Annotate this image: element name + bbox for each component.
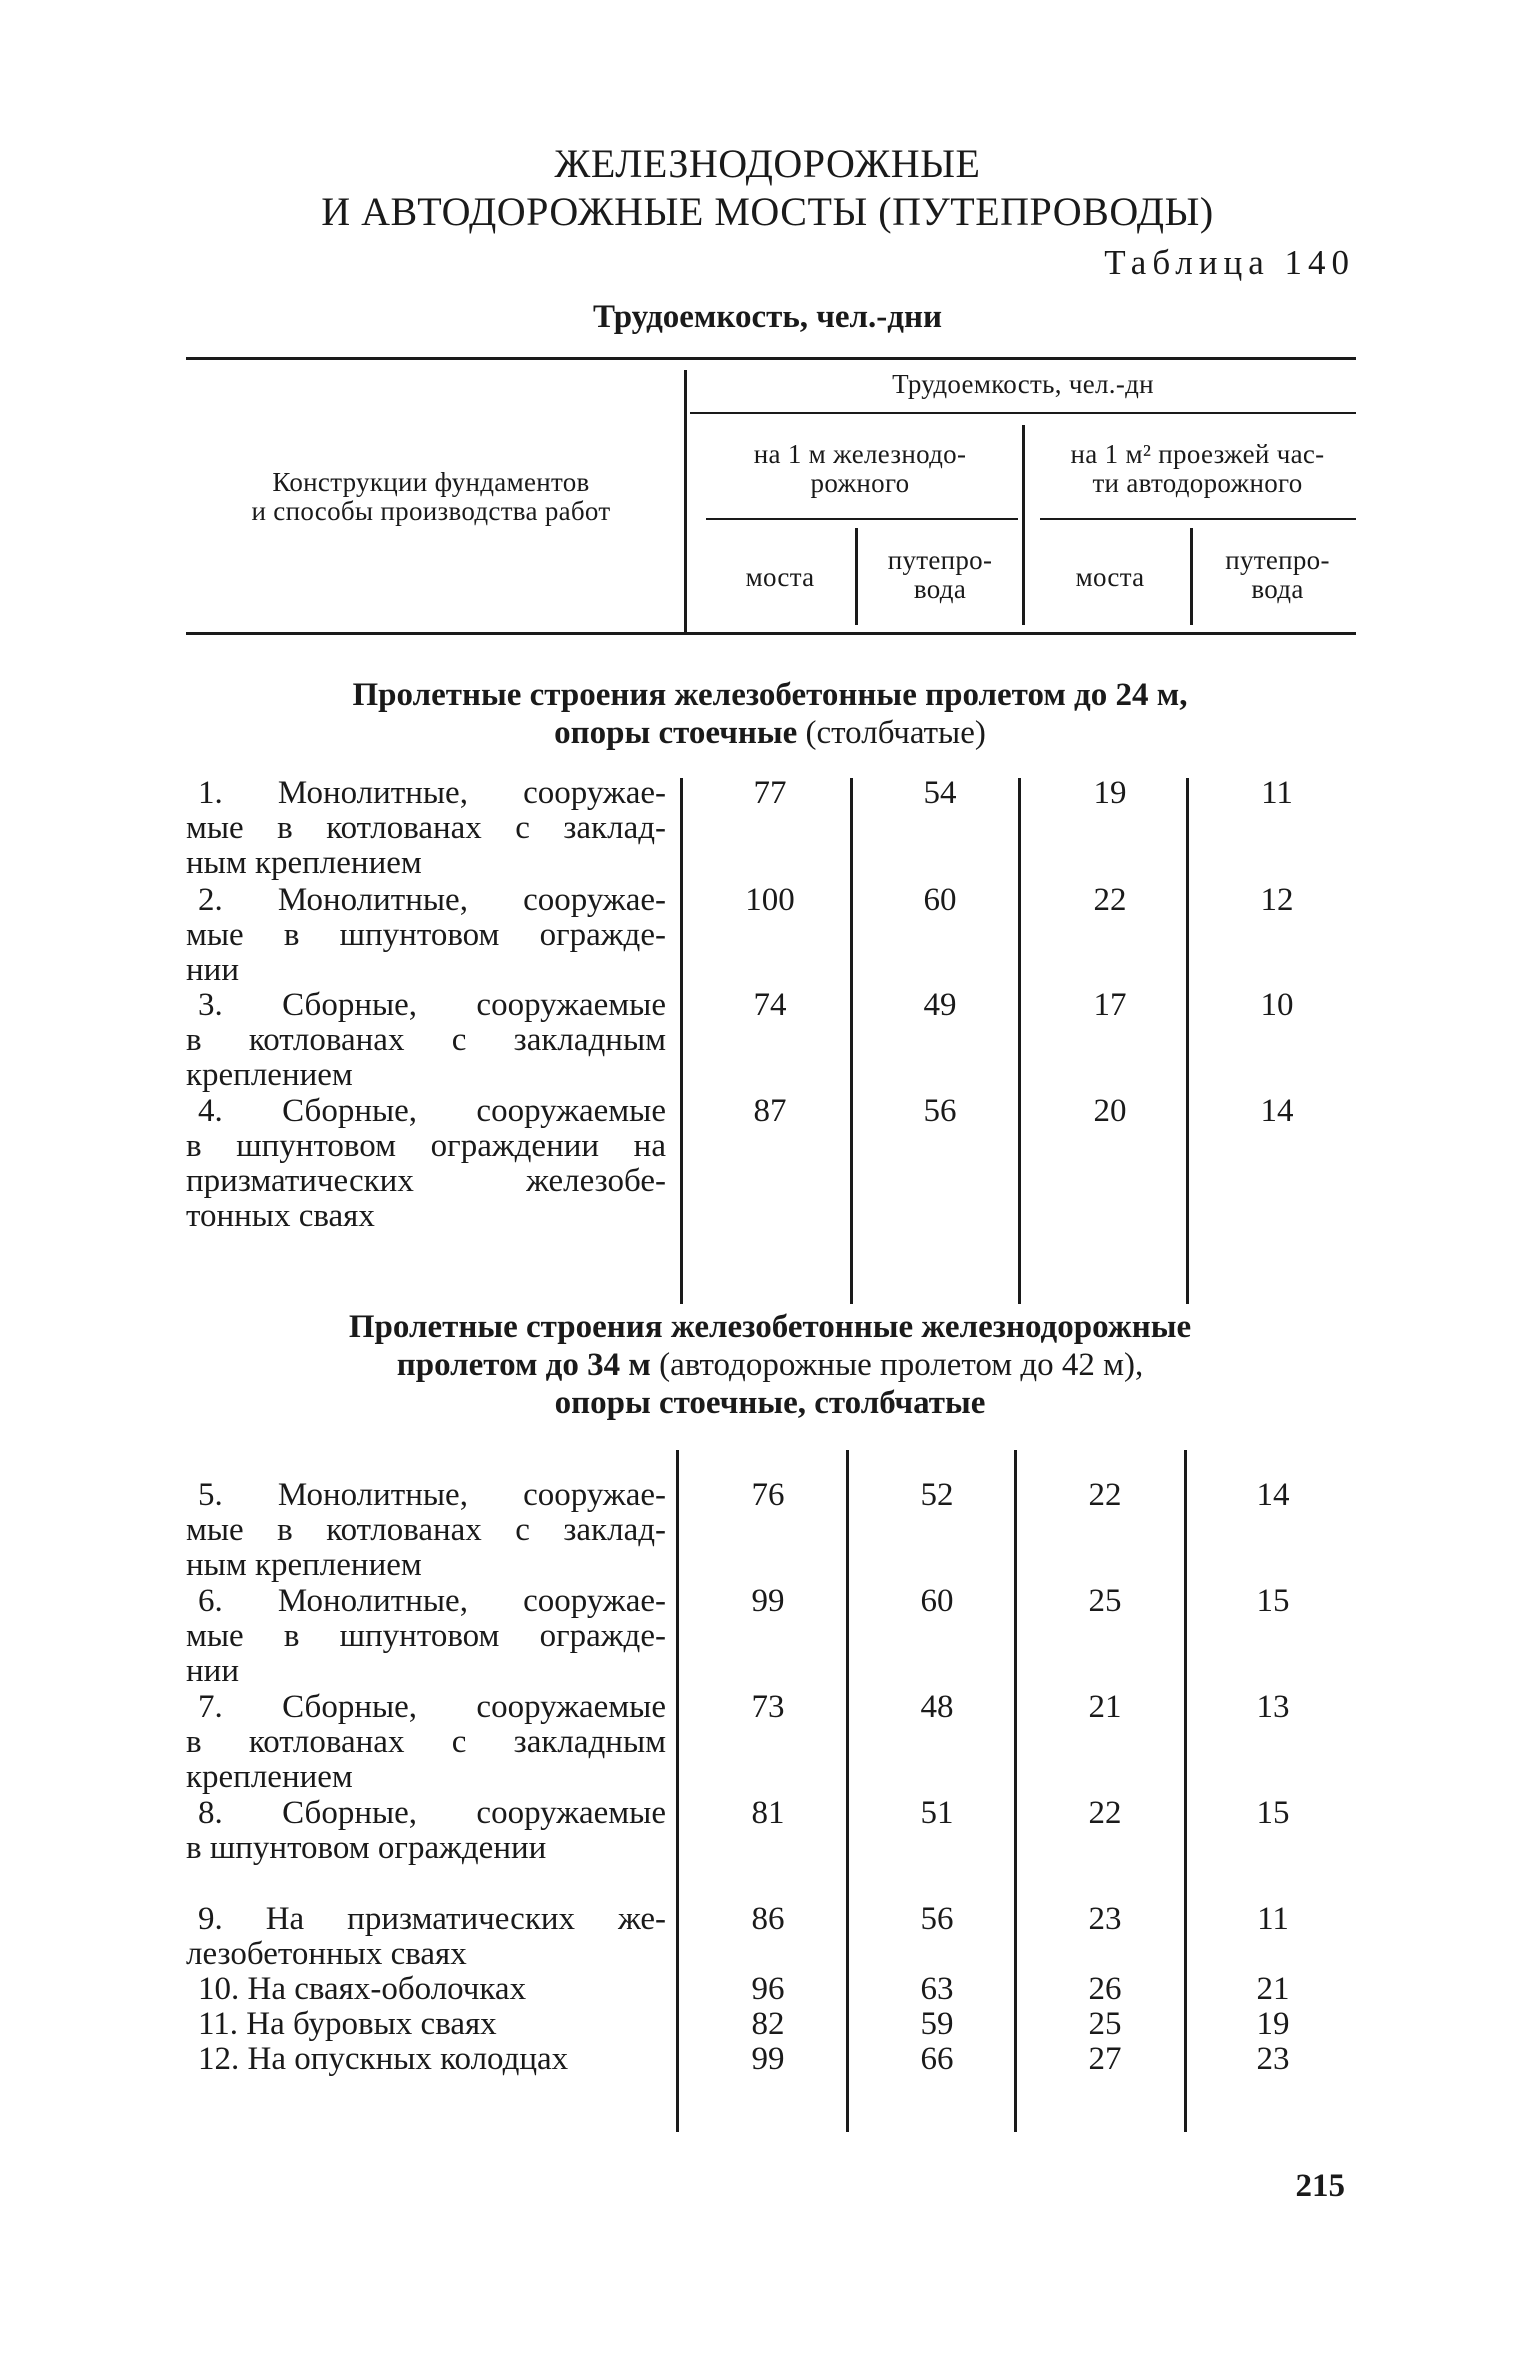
row-value: 81 [751, 1795, 785, 1831]
road-subrule [1040, 518, 1356, 520]
road-bridge-header: моста [1075, 562, 1145, 592]
row-value: 10 [1260, 987, 1294, 1023]
row-label [186, 1094, 666, 1234]
row-value: 76 [751, 1477, 785, 1513]
row-label [186, 1584, 666, 1689]
heading-line-2: И АВТОДОРОЖНЫЕ МОСТЫ (ПУТЕПРОВОДЫ) [321, 189, 1214, 234]
row-label-line: 7. Сборные, сооружаемые [198, 1689, 666, 1725]
row-value: 11 [1261, 775, 1293, 811]
row-value: 22 [1088, 1477, 1122, 1513]
body1-divider-3 [1018, 778, 1021, 1304]
body2-divider-4 [1184, 1450, 1187, 2132]
row-value: 15 [1256, 1583, 1290, 1619]
row-label-line: 2. Монолитные, сооружае- [198, 882, 666, 918]
row-label-line: мые в котлованах с заклад- [186, 1512, 666, 1548]
row-label [186, 1972, 666, 2007]
table-subtitle: Трудоемкость, чел.-дни [592, 299, 943, 335]
row-value: 13 [1256, 1689, 1290, 1725]
section-1-line-2 [180, 714, 1360, 752]
row-value: 11 [1257, 1901, 1289, 1937]
row-value: 56 [920, 1901, 954, 1937]
row-label-line: мые в шпунтовом огражде- [186, 917, 666, 953]
row-value: 86 [751, 1901, 785, 1937]
road-overpass-line-2: вода [1251, 574, 1304, 604]
section-2-line-3: опоры стоечные, столбчатые [554, 1385, 986, 1421]
rail-header-line-2: рожного [810, 468, 910, 498]
row-label-line: тонных сваях [186, 1198, 375, 1234]
row-value: 100 [745, 882, 795, 918]
body2-divider-1 [676, 1450, 679, 2132]
row-label [186, 883, 666, 988]
row-header-line-2: и способы производства работ [251, 496, 611, 526]
row-label-line: в котлованах с закладным [186, 1022, 666, 1058]
row-label-line: 1. Монолитные, сооружае- [198, 775, 666, 811]
row-value: 14 [1260, 1093, 1294, 1129]
row-label-line: ным креплением [186, 845, 422, 881]
row-label [186, 988, 666, 1093]
row-label-line: лезобетонных сваях [186, 1936, 467, 1972]
rail-subrule [706, 518, 1018, 520]
row-value: 99 [751, 1583, 785, 1619]
row-value: 21 [1256, 1971, 1290, 2007]
row-label [186, 1796, 666, 1866]
row-label [186, 1902, 666, 1972]
section-1-line-2b: (столбчатые) [805, 715, 986, 751]
row-value: 48 [920, 1689, 954, 1725]
row-value: 51 [920, 1795, 954, 1831]
body2-divider-3 [1014, 1450, 1017, 2132]
road-header-line-1: на 1 м² проезжей час- [1070, 439, 1325, 469]
section-2-line-2 [180, 1346, 1360, 1384]
header-bottom-rule [186, 632, 1356, 635]
row-value: 60 [923, 882, 957, 918]
section-1-line-2a: опоры стоечные [554, 715, 798, 751]
row-value: 60 [920, 1583, 954, 1619]
row-value: 52 [920, 1477, 954, 1513]
row-label-line: в шпунтовом ограждении [186, 1830, 547, 1866]
section-2-line-1: Пролетные строения железобетонные железнодорожные [348, 1309, 1192, 1345]
row-label-line: 5. Монолитные, сооружае- [198, 1477, 666, 1513]
row-header [186, 468, 676, 526]
row-label [186, 2042, 666, 2077]
page-number: 215 [1295, 2168, 1345, 2204]
row-value: 27 [1088, 2041, 1122, 2077]
row-label-line: нии [186, 1653, 239, 1689]
heading-line-1: ЖЕЛЕЗНОДОРОЖНЫЕ [554, 141, 981, 186]
row-value: 74 [753, 987, 787, 1023]
rail-overpass-header [860, 546, 1020, 604]
header-divider-4 [1190, 528, 1193, 625]
section-1-line-1: Пролетные строения железобетонные пролетом до 24 м, [352, 677, 1188, 713]
row-label-line: 11. На буровых сваях [198, 2006, 497, 2042]
header-divider-1 [684, 370, 687, 632]
row-label-line: креплением [186, 1759, 353, 1795]
row-value: 19 [1256, 2006, 1290, 2042]
header-top-rule [186, 357, 1356, 360]
row-label-line: призматических железобе- [186, 1163, 666, 1199]
column-group-header: Трудоемкость, чел.-дн [892, 369, 1154, 399]
rail-overpass-line-2: вода [913, 574, 967, 604]
rail-header-line-1: на 1 м железнодо- [753, 439, 967, 469]
rail-header [695, 440, 1025, 498]
row-value: 22 [1093, 882, 1127, 918]
road-header-line-2: ти автодорожного [1092, 468, 1303, 498]
row-value: 56 [923, 1093, 957, 1129]
row-label-line: в котлованах с закладным [186, 1724, 666, 1760]
row-label-line: 6. Монолитные, сооружае- [198, 1583, 666, 1619]
row-label-line: мые в шпунтовом огражде- [186, 1618, 666, 1654]
row-label-line: мые в котлованах с заклад- [186, 810, 666, 846]
row-value: 21 [1088, 1689, 1122, 1725]
row-value: 59 [920, 2006, 954, 2042]
section-2-line-2b: (автодорожные пролетом до 42 м), [659, 1347, 1144, 1383]
row-value: 73 [751, 1689, 785, 1725]
row-label [186, 776, 666, 881]
road-overpass-header [1195, 546, 1360, 604]
rail-overpass-line-1: путепро- [887, 545, 993, 575]
header-divider-3 [855, 528, 858, 625]
row-label-line: 3. Сборные, сооружаемые [198, 987, 666, 1023]
section-2-line-2a: пролетом до 34 м [396, 1347, 651, 1383]
row-value: 87 [753, 1093, 787, 1129]
row-label-line: 12. На опускных колодцах [198, 2041, 569, 2077]
body2-divider-2 [846, 1450, 849, 2132]
group-rule [690, 412, 1356, 414]
row-label-line: 9. На призматических же- [198, 1901, 666, 1937]
row-value: 12 [1260, 882, 1294, 918]
row-label-line: в шпунтовом ограждении на [186, 1128, 666, 1164]
row-value: 96 [751, 1971, 785, 2007]
body1-divider-4 [1186, 778, 1189, 1304]
row-value: 23 [1088, 1901, 1122, 1937]
row-label-line: ным креплением [186, 1547, 422, 1583]
row-value: 66 [920, 2041, 954, 2077]
row-label-line: 8. Сборные, сооружаемые [198, 1795, 666, 1831]
row-value: 17 [1093, 987, 1127, 1023]
row-value: 77 [753, 775, 787, 811]
table-number: Таблица 140 [1104, 243, 1355, 282]
road-overpass-line-1: путепро- [1225, 545, 1330, 575]
row-value: 22 [1088, 1795, 1122, 1831]
row-value: 15 [1256, 1795, 1290, 1831]
row-value: 63 [920, 1971, 954, 2007]
row-value: 99 [751, 2041, 785, 2077]
row-label-line: креплением [186, 1057, 353, 1093]
row-value: 14 [1256, 1477, 1290, 1513]
row-value: 25 [1088, 1583, 1122, 1619]
row-label-line: нии [186, 952, 239, 988]
section-2-title [180, 1308, 1360, 1422]
row-value: 20 [1093, 1093, 1127, 1129]
body1-divider-2 [850, 778, 853, 1304]
row-value: 54 [923, 775, 957, 811]
row-label-line: 10. На сваях-оболочках [198, 1971, 527, 2007]
row-label [186, 1690, 666, 1795]
row-label [186, 1478, 666, 1583]
row-label [186, 2007, 666, 2042]
row-value: 49 [923, 987, 957, 1023]
row-value: 19 [1093, 775, 1127, 811]
rail-bridge-header: моста [745, 562, 815, 592]
road-header [1030, 440, 1365, 498]
row-value: 23 [1256, 2041, 1290, 2077]
row-value: 26 [1088, 1971, 1122, 2007]
row-value: 25 [1088, 2006, 1122, 2042]
body1-divider-1 [680, 778, 683, 1304]
row-header-line-1: Конструкции фундаментов [272, 467, 590, 497]
row-value: 82 [751, 2006, 785, 2042]
section-1-title [180, 676, 1360, 752]
row-label-line: 4. Сборные, сооружаемые [198, 1093, 666, 1129]
